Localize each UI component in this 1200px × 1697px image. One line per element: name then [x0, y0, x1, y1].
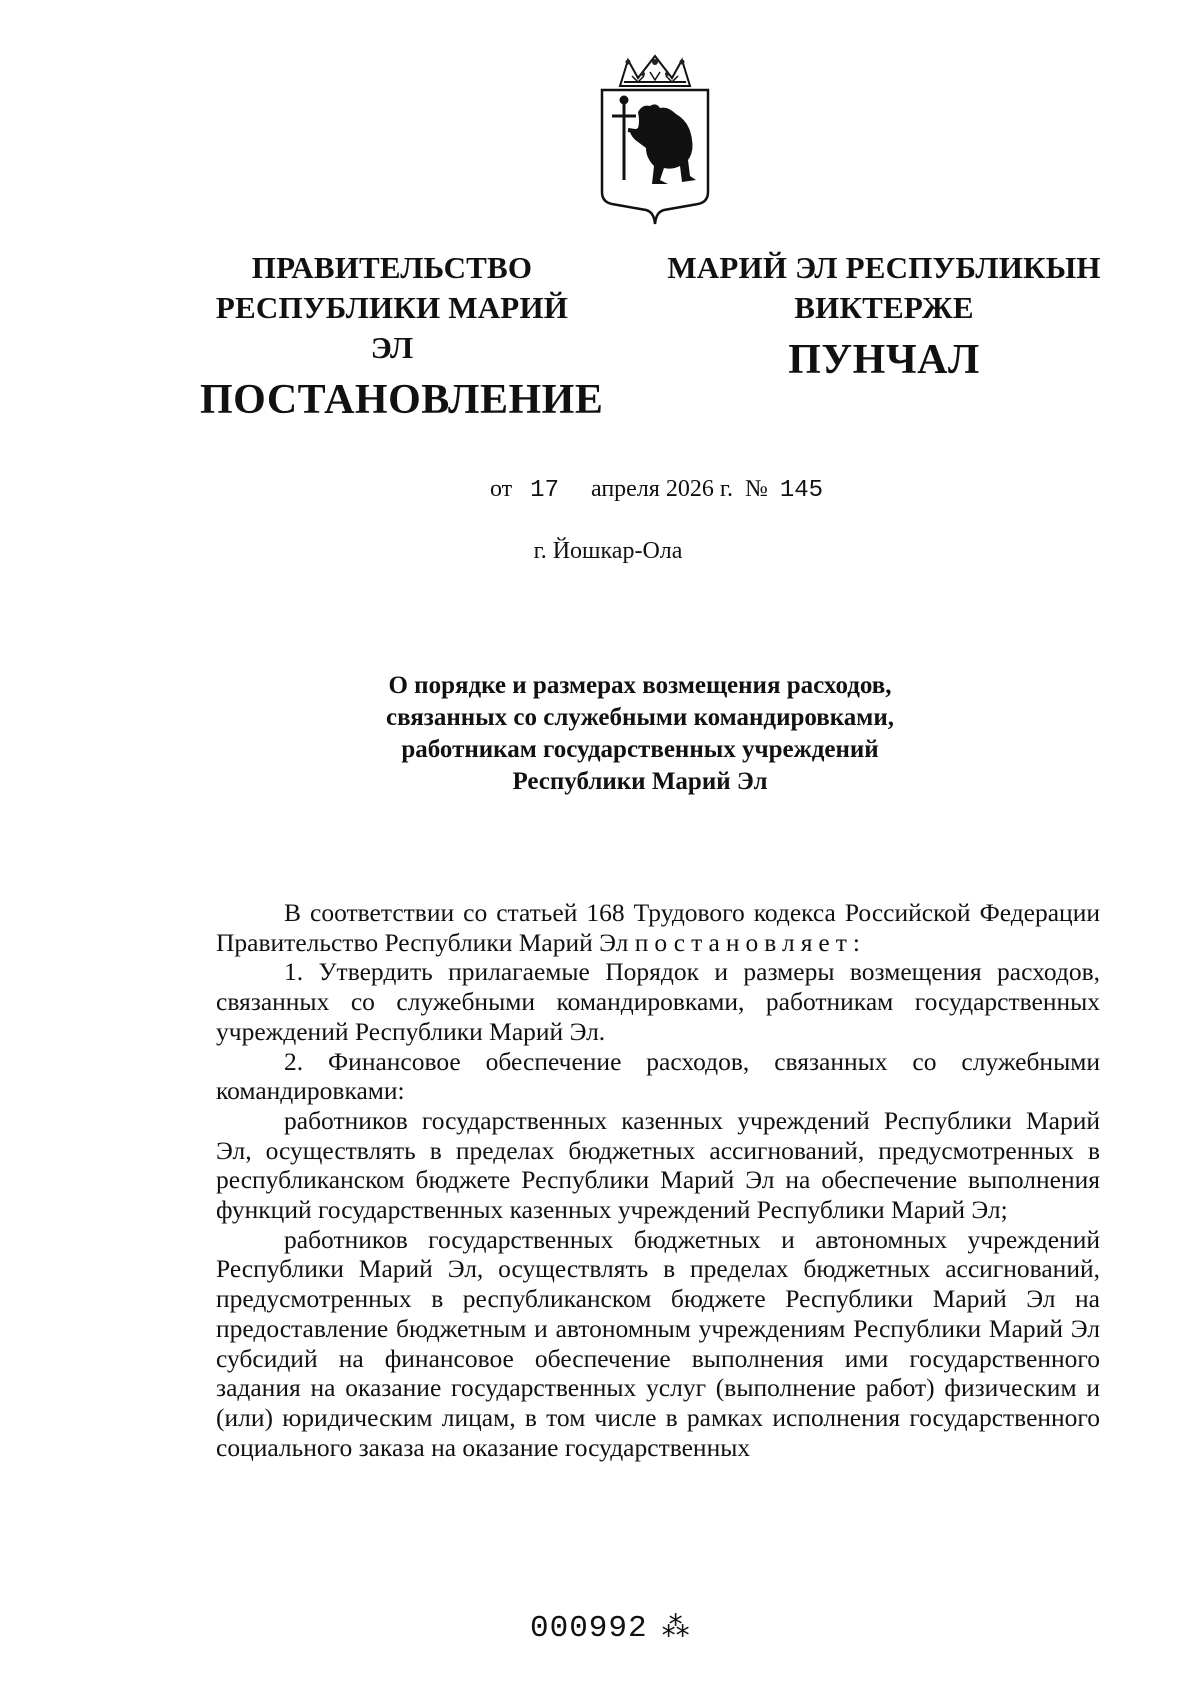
doc-type-mari: ПУНЧАЛ: [788, 337, 980, 383]
document-title: [280, 670, 1000, 798]
title-line: О порядке и размерах возмещения расходов,: [388, 672, 892, 699]
title-line: связанных со служебными командировками,: [386, 704, 894, 731]
org-name-mari-line1: МАРИЙ ЭЛ РЕСПУБЛИКЫН: [667, 250, 1101, 285]
city: г. Йошкар-Ола: [533, 538, 683, 564]
coat-of-arms-icon: [598, 52, 712, 228]
doc-type-ru: ПОСТАНОВЛЕНИЕ: [200, 377, 604, 423]
title-line: Республики Марий Эл: [512, 768, 768, 795]
paragraph-2: 2. Финансовое обеспечение расходов, связанных со служебными командировками:: [216, 1046, 1100, 1106]
org-name-ru-line1: ПРАВИТЕЛЬСТВО: [251, 250, 533, 285]
header-right: [660, 248, 1108, 386]
date-month-year: апреля 2026 г.: [590, 476, 733, 502]
form-serial: [530, 1610, 690, 1646]
preamble-resolves: постановляет:: [634, 927, 866, 957]
preamble-text: В соответствии со статьей 168 Трудового кодекса Российской Федерации Правительство Республики Марий Эл: [216, 898, 1100, 957]
date-line: [490, 476, 823, 504]
org-name-mari-line2: ВИКТЕРЖЕ: [794, 290, 974, 325]
title-line: работникам государственных учреждений: [401, 736, 879, 763]
serial-number: 000992: [530, 1611, 648, 1646]
paragraph-2-item-1: работников государственных казенных учреждений Республики Марий Эл, осуществлять в пределах бюджетных ассигнований, предусмотренных в республиканском бюджете Республики Марий Эл на обеспечение выполнения функций государственных казенных учреждений Республики Марий Эл;: [216, 1105, 1100, 1225]
ornament-icon: ⁂: [661, 1614, 690, 1645]
org-name-ru-line2: РЕСПУБЛИКИ МАРИЙ ЭЛ: [215, 290, 569, 365]
number-sign: №: [744, 476, 768, 502]
paragraph-2-item-2: работников государственных бюджетных и автономных учреждений Республики Марий Эл, осуществлять в пределах бюджетных ассигнований, предусмотренных в республиканском бюджете Республики Марий Эл на предоставление бюджетным и автономным учреждениям Республики Марий Эл субсидий на финансовое обеспечение выполнения ими государственного задания на оказание государственных услуг (выполнение работ) физическим и (или) юридическим лицам, в том числе в рамках исполнения государственного социального заказа на оказание государственных: [216, 1224, 1100, 1462]
document-body: [216, 898, 1100, 1462]
paragraph-preamble: [216, 898, 1100, 957]
date-prefix: от: [490, 476, 513, 502]
paragraph-1: 1. Утвердить прилагаемые Порядок и размеры возмещения расходов, связанных со служебными командировками, работникам государственных учреждений Республики Марий Эл.: [216, 957, 1100, 1046]
document-number: 145: [779, 477, 824, 504]
header-left: [200, 248, 604, 426]
date-day: 17: [530, 477, 559, 504]
